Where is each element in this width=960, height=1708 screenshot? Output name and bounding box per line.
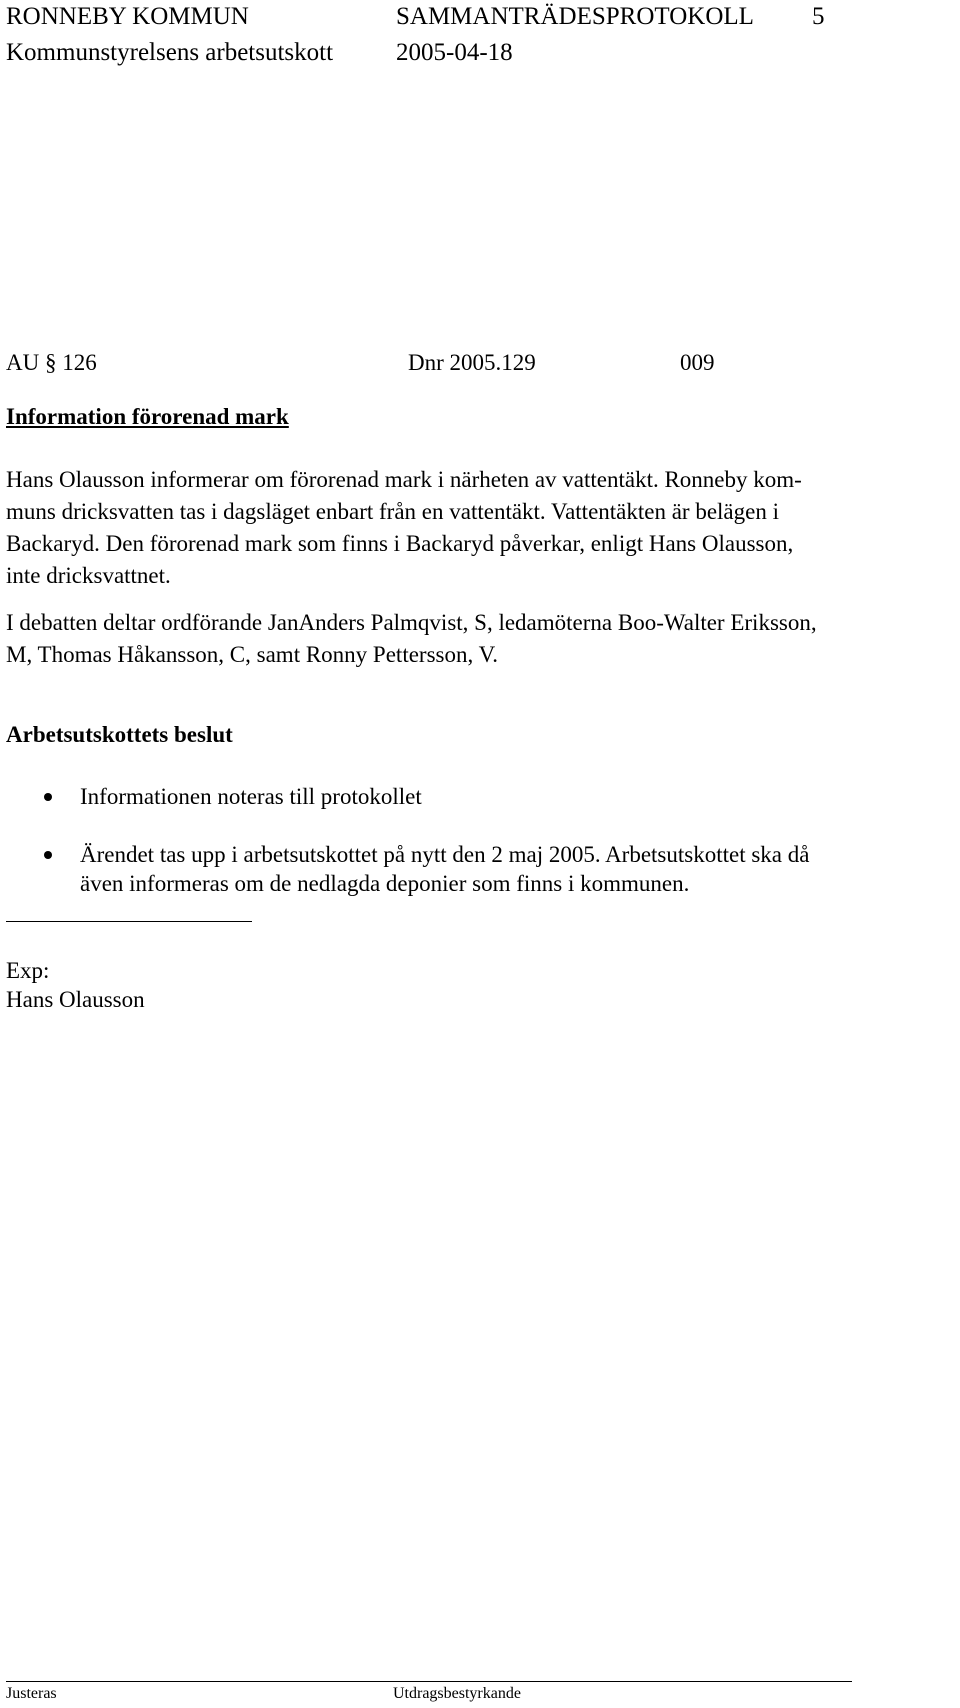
paragraph-debate <box>6 607 954 671</box>
decision-item-text: Informationen noteras till protokollet <box>80 784 422 809</box>
paragraph-label: AU § 126 <box>6 350 97 375</box>
paragraph-line: M, Thomas Håkansson, C, samt Ronny Pettersson, V. <box>6 642 498 667</box>
paragraph-line: Hans Olausson informerar om förorenad mark i närheten av vattentäkt. Ronneby kom- <box>6 467 802 492</box>
footer-utdragsbestyrkande: Utdragsbestyrkande <box>393 1685 521 1702</box>
committee-name: Kommunstyrelsens arbetsutskott <box>6 39 334 66</box>
decision-heading: Arbetsutskottets beslut <box>6 722 233 747</box>
footer-justeras: Justeras <box>6 1685 57 1702</box>
expedition-label: Exp: <box>6 958 50 983</box>
bullet-icon <box>44 851 52 859</box>
paragraph-information <box>6 464 954 592</box>
separator-line <box>6 921 252 922</box>
decision-item-text: även informeras om de nedlagda deponier som finns i kommunen. <box>80 871 690 896</box>
case-code: 009 <box>680 350 715 375</box>
paragraph-line: muns dricksvatten tas i dagsläget enbart från en vattentäkt. Vattentäkten är belägen i <box>6 499 779 524</box>
paragraph-line: inte dricksvattnet. <box>6 563 171 588</box>
expedition-recipient: Hans Olausson <box>6 987 145 1012</box>
bullet-icon <box>44 793 52 801</box>
org-name: RONNEBY KOMMUN <box>6 3 249 30</box>
paragraph-line: I debatten deltar ordförande JanAnders Palmqvist, S, ledamöterna Boo-Walter Eriksson, <box>6 610 817 635</box>
paragraph-line: Backaryd. Den förorenad mark som finns i Backaryd påverkar, enligt Hans Olausson, <box>6 531 794 556</box>
page-number: 5 <box>812 3 825 30</box>
diary-number: Dnr 2005.129 <box>408 350 536 375</box>
document-type: SAMMANTRÄDESPROTOKOLL <box>396 3 754 30</box>
meeting-date: 2005-04-18 <box>396 39 513 66</box>
decision-item-text: Ärendet tas upp i arbetsutskottet på nytt den 2 maj 2005. Arbetsutskottet ska då <box>80 842 810 867</box>
footer-rule <box>6 1681 852 1682</box>
page-title: Information förorenad mark <box>6 404 289 429</box>
